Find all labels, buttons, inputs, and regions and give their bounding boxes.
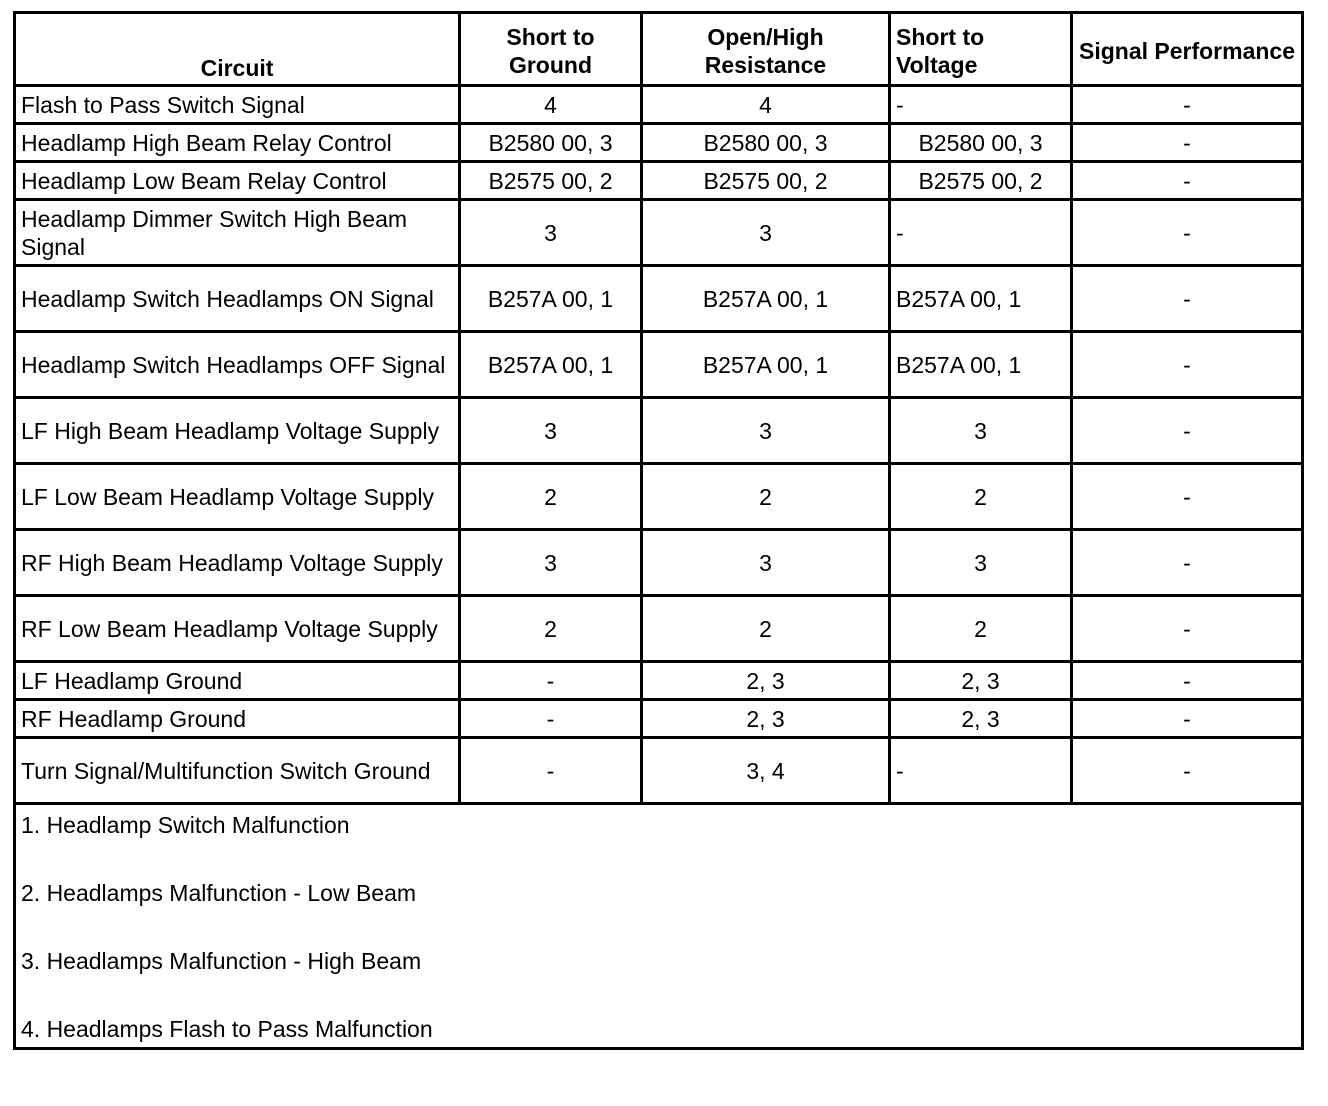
circuit-cell: Headlamp High Beam Relay Control — [15, 124, 460, 162]
short-to-ground-cell: 2 — [460, 464, 642, 530]
short-to-ground-cell: - — [460, 662, 642, 700]
short-to-voltage-cell: B2575 00, 2 — [890, 162, 1072, 200]
signal-performance-cell: - — [1072, 530, 1303, 596]
short-to-ground-cell: 3 — [460, 200, 642, 266]
circuit-cell: LF High Beam Headlamp Voltage Supply — [15, 398, 460, 464]
short-to-ground-cell: B257A 00, 1 — [460, 266, 642, 332]
signal-performance-cell: - — [1072, 662, 1303, 700]
circuit-fault-table — [13, 11, 1304, 1050]
note-item: 3. Headlamps Malfunction - High Beam — [21, 948, 422, 974]
table-row — [15, 200, 1303, 266]
short-to-voltage-cell: 3 — [890, 398, 1072, 464]
short-to-ground-cell: - — [460, 700, 642, 738]
circuit-cell: RF High Beam Headlamp Voltage Supply — [15, 530, 460, 596]
header-circuit: Circuit — [15, 13, 460, 86]
short-to-ground-cell: - — [460, 738, 642, 804]
signal-performance-cell: - — [1072, 266, 1303, 332]
open-high-resistance-cell: 2 — [642, 596, 890, 662]
note-item: 4. Headlamps Flash to Pass Malfunction — [21, 1016, 433, 1042]
open-high-resistance-cell: 2, 3 — [642, 662, 890, 700]
open-high-resistance-cell: B2580 00, 3 — [642, 124, 890, 162]
open-high-resistance-cell: 3 — [642, 398, 890, 464]
open-high-resistance-cell: 4 — [642, 86, 890, 124]
table-row — [15, 332, 1303, 398]
circuit-cell: Headlamp Switch Headlamps ON Signal — [15, 266, 460, 332]
circuit-cell: RF Headlamp Ground — [15, 700, 460, 738]
signal-performance-cell: - — [1072, 86, 1303, 124]
header-open-high-resistance: Open/High Resistance — [642, 13, 890, 86]
short-to-ground-cell: 2 — [460, 596, 642, 662]
open-high-resistance-cell: B257A 00, 1 — [642, 266, 890, 332]
short-to-voltage-cell: 2, 3 — [890, 662, 1072, 700]
short-to-voltage-cell: B257A 00, 1 — [890, 266, 1072, 332]
signal-performance-cell: - — [1072, 596, 1303, 662]
open-high-resistance-cell: 3 — [642, 200, 890, 266]
table-row — [15, 398, 1303, 464]
open-high-resistance-cell: 3 — [642, 530, 890, 596]
table-row — [15, 530, 1303, 596]
table-row — [15, 124, 1303, 162]
table-row — [15, 596, 1303, 662]
dtc-symptom-table-sheet — [13, 11, 1301, 1050]
signal-performance-cell: - — [1072, 700, 1303, 738]
notes-row — [15, 804, 1303, 1049]
header-row — [15, 13, 1303, 86]
circuit-cell: Turn Signal/Multifunction Switch Ground — [15, 738, 460, 804]
circuit-cell: Headlamp Low Beam Relay Control — [15, 162, 460, 200]
open-high-resistance-cell: B257A 00, 1 — [642, 332, 890, 398]
short-to-ground-cell: 3 — [460, 530, 642, 596]
signal-performance-cell: - — [1072, 124, 1303, 162]
open-high-resistance-cell: 2 — [642, 464, 890, 530]
short-to-ground-cell: B257A 00, 1 — [460, 332, 642, 398]
signal-performance-cell: - — [1072, 332, 1303, 398]
short-to-voltage-cell: 2, 3 — [890, 700, 1072, 738]
table-row — [15, 700, 1303, 738]
open-high-resistance-cell: 2, 3 — [642, 700, 890, 738]
table-row — [15, 464, 1303, 530]
short-to-ground-cell: 3 — [460, 398, 642, 464]
signal-performance-cell: - — [1072, 464, 1303, 530]
circuit-cell: LF Headlamp Ground — [15, 662, 460, 700]
signal-performance-cell: - — [1072, 398, 1303, 464]
short-to-voltage-cell: - — [890, 738, 1072, 804]
note-item: 1. Headlamp Switch Malfunction — [21, 812, 350, 838]
signal-performance-cell: - — [1072, 200, 1303, 266]
open-high-resistance-cell: B2575 00, 2 — [642, 162, 890, 200]
signal-performance-cell: - — [1072, 738, 1303, 804]
short-to-voltage-cell: 3 — [890, 530, 1072, 596]
circuit-cell: LF Low Beam Headlamp Voltage Supply — [15, 464, 460, 530]
short-to-voltage-cell: 2 — [890, 596, 1072, 662]
table-row — [15, 662, 1303, 700]
signal-performance-cell: - — [1072, 162, 1303, 200]
symptom-notes — [15, 804, 1303, 1049]
circuit-cell: Headlamp Dimmer Switch High Beam Signal — [15, 200, 460, 266]
note-item: 2. Headlamps Malfunction - Low Beam — [21, 880, 417, 906]
table-row — [15, 162, 1303, 200]
short-to-voltage-cell: B257A 00, 1 — [890, 332, 1072, 398]
table-row — [15, 86, 1303, 124]
circuit-cell: RF Low Beam Headlamp Voltage Supply — [15, 596, 460, 662]
short-to-voltage-cell: B2580 00, 3 — [890, 124, 1072, 162]
header-short-to-voltage: Short to Voltage — [890, 13, 1072, 86]
short-to-ground-cell: B2580 00, 3 — [460, 124, 642, 162]
short-to-ground-cell: B2575 00, 2 — [460, 162, 642, 200]
circuit-cell: Flash to Pass Switch Signal — [15, 86, 460, 124]
open-high-resistance-cell: 3, 4 — [642, 738, 890, 804]
short-to-voltage-cell: - — [890, 86, 1072, 124]
table-row — [15, 266, 1303, 332]
short-to-ground-cell: 4 — [460, 86, 642, 124]
short-to-voltage-cell: 2 — [890, 464, 1072, 530]
header-short-to-ground: Short to Ground — [460, 13, 642, 86]
circuit-cell: Headlamp Switch Headlamps OFF Signal — [15, 332, 460, 398]
header-signal-performance: Signal Performance — [1072, 13, 1303, 86]
table-row — [15, 738, 1303, 804]
short-to-voltage-cell: - — [890, 200, 1072, 266]
